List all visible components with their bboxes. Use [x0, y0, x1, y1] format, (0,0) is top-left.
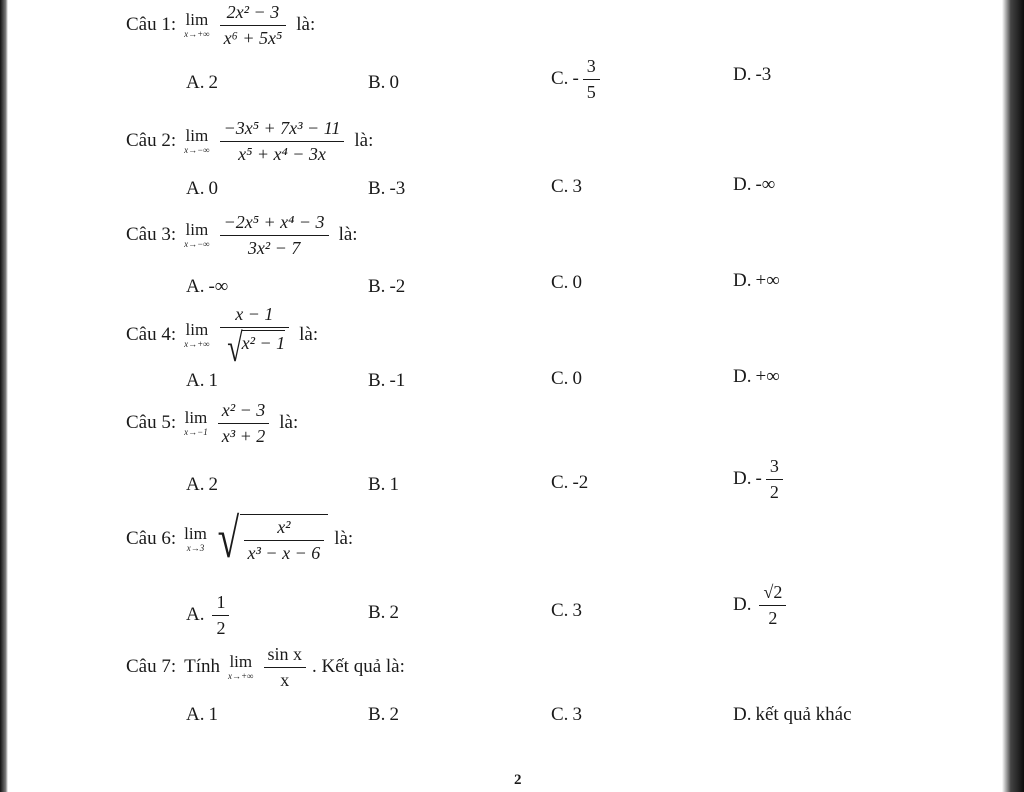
limit-operator: lim x→−∞	[184, 220, 210, 250]
question-6	[126, 508, 354, 570]
q2-option-a: A. 0	[186, 178, 218, 199]
question-4	[126, 304, 319, 370]
q6-option-a: A. $\frac{1}{2}$	[186, 592, 233, 638]
question-tail: là:	[279, 412, 299, 434]
q3-option-b: B. -2	[368, 276, 406, 297]
q6-option-d: D. $\frac{√2}{2}$	[733, 582, 790, 628]
question-5	[126, 400, 298, 446]
q7-option-a: A. 1	[186, 704, 218, 725]
right-page-shadow	[1002, 0, 1024, 792]
q7-option-b: B. 2	[368, 704, 399, 725]
q4-option-a: A. 1	[186, 370, 218, 391]
limit-fraction: $\frac{\text{sin x}}{x}$	[264, 644, 307, 690]
question-label: Câu 3:	[126, 224, 177, 246]
q1-option-b: B. 0	[368, 72, 399, 93]
q2-option-c: C. 3	[551, 176, 582, 197]
question-label: Câu 7:	[126, 656, 177, 678]
question-tail: là:	[296, 14, 316, 36]
question-label: Câu 4:	[126, 323, 177, 345]
limit-fraction: $\frac{\text{x²}}{\text{x³ − x − 6}}$	[244, 517, 325, 563]
left-page-shadow	[0, 0, 8, 792]
square-root: √ x² − 1	[226, 324, 286, 370]
q4-option-b: B. -1	[368, 370, 406, 391]
q6-option-c: C. 3	[551, 600, 582, 621]
q6-option-b: B. 2	[368, 602, 399, 623]
limit-operator: lim x→3	[184, 524, 207, 554]
q3-option-c: C. 0	[551, 272, 582, 293]
question-1	[126, 2, 315, 48]
question-label: Câu 6:	[126, 528, 177, 550]
limit-operator: lim x→+∞	[184, 10, 210, 40]
q4-option-c: C. 0	[551, 368, 582, 389]
question-3	[126, 212, 358, 258]
q1-option-a: A. 2	[186, 72, 218, 93]
square-root: √ $\frac{\text{x²}}{\text{x³ − x − 6}}$	[213, 514, 328, 564]
question-label: Câu 2:	[126, 130, 177, 152]
limit-fraction: $\frac{\text{x² − 3}}{\text{x³ + 2}}$	[218, 400, 270, 446]
question-7	[126, 644, 405, 690]
question-label: Câu 1:	[126, 14, 177, 36]
limit-operator: lim x→+∞	[228, 652, 254, 682]
limit-operator: lim x→−1	[184, 408, 208, 438]
question-tail: là:	[338, 224, 358, 246]
question-tail: là:	[354, 130, 374, 152]
limit-fraction: $\frac{\text{2x² − 3}}{\text{x⁶ + 5x⁵}}$	[220, 2, 287, 48]
q1-option-d: D. -3	[733, 64, 772, 85]
q1-option-c: C. - $\frac{3}{5}$	[551, 56, 604, 102]
question-2	[126, 118, 373, 164]
q7-option-c: C. 3	[551, 704, 582, 725]
q2-option-d: D. -∞	[733, 174, 776, 195]
limit-operator: lim x→+∞	[184, 319, 210, 349]
option-fraction: $\frac{1}{2}$	[212, 592, 229, 638]
question-tail: . Kết quả là:	[312, 656, 405, 678]
option-fraction: $\frac{√2}{2}$	[759, 582, 786, 628]
option-fraction: $\frac{3}{2}$	[766, 456, 783, 502]
q7-option-d: D. kết quả khác	[733, 704, 852, 725]
limit-fraction: $\frac{\text{−3x⁵ + 7x³ − 11}}{\text{x⁵ + x⁴ − 3x}}$	[220, 118, 345, 164]
q5-option-b: B. 1	[368, 474, 399, 495]
limit-fraction: x − 1 √ x² − 1	[220, 304, 290, 366]
q2-option-b: B. -3	[368, 178, 406, 199]
q4-option-d: D. +∞	[733, 366, 780, 387]
question-prefix: Tính	[184, 656, 221, 678]
q3-option-d: D. +∞	[733, 270, 780, 291]
page-number: 2	[514, 772, 522, 788]
option-fraction: $\frac{3}{5}$	[583, 56, 600, 102]
question-label: Câu 5:	[126, 412, 177, 434]
q5-option-d: D. - $\frac{3}{2}$	[733, 456, 787, 502]
q5-option-a: A. 2	[186, 474, 218, 495]
limit-fraction: $\frac{\text{−2x⁵ + x⁴ − 3}}{\text{3x² − 7}}$	[220, 212, 329, 258]
question-tail: là:	[334, 528, 354, 550]
limit-operator: lim x→−∞	[184, 126, 210, 156]
q5-option-c: C. -2	[551, 472, 589, 493]
question-tail: là:	[299, 323, 319, 345]
q3-option-a: A. -∞	[186, 276, 229, 297]
